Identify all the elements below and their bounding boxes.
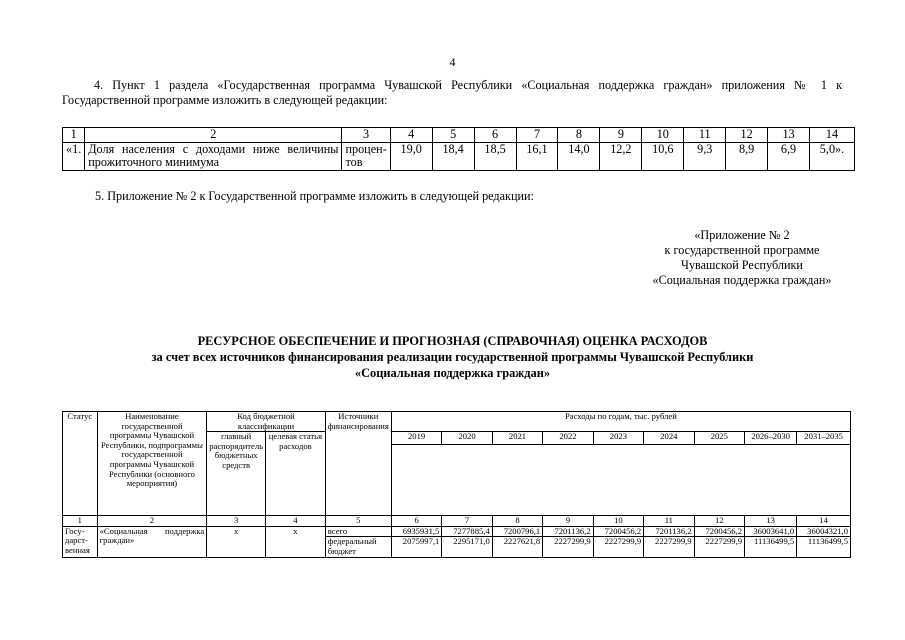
amount-cell: 2227299,9 <box>543 537 593 557</box>
column-number: 13 <box>745 516 797 527</box>
code-main-cell: x <box>207 526 266 557</box>
table-header-cell: 10 <box>642 128 684 143</box>
header-year: 2022 <box>543 432 593 445</box>
appendix-line: к государственной программе <box>664 243 820 257</box>
table-header-cell: 7 <box>516 128 558 143</box>
status-cell: Госу-дарст-венная <box>63 526 98 557</box>
amount-cell: 7277885,4 <box>442 526 492 537</box>
header-year: 2023 <box>593 432 643 445</box>
header-year: 2019 <box>391 432 441 445</box>
title-line-2: за счет всех источников финансирования реализации государственной программы Чувашской Республики <box>151 350 754 364</box>
amount-cell: 36003641,0 <box>745 526 797 537</box>
header-year: 2021 <box>492 432 542 445</box>
amount-cell: 2227621,8 <box>492 537 542 557</box>
header-year: 2026–2030 <box>745 432 797 445</box>
column-number: 6 <box>391 516 441 527</box>
amount-cell: 2075997,1 <box>391 537 441 557</box>
table-header-cell: 14 <box>809 128 854 143</box>
indicator-value: 12,2 <box>600 142 642 170</box>
amount-cell: 36004321,0 <box>797 526 851 537</box>
table-row <box>63 142 855 170</box>
table-header-row <box>63 412 851 432</box>
indicator-value: 9,3 <box>684 142 726 170</box>
header-year: 2024 <box>644 432 694 445</box>
paragraph-5: 5. Приложение № 2 к Государственной программе изложить в следующей редакции: <box>95 189 534 203</box>
column-number: 14 <box>797 516 851 527</box>
column-number: 8 <box>492 516 542 527</box>
appendix-line: Чувашской Республики <box>681 258 803 272</box>
header-sources: Источники финансирования <box>325 412 391 516</box>
table-header-cell: 13 <box>768 128 810 143</box>
table-header-cell: 3 <box>342 128 390 143</box>
amount-cell: 2227299,9 <box>644 537 694 557</box>
table-row <box>63 526 851 537</box>
table-header-row <box>63 128 855 143</box>
indicator-value: 5,0». <box>809 142 854 170</box>
code-target-cell: x <box>266 526 326 557</box>
amount-cell: 7200456,2 <box>593 526 643 537</box>
amount-cell: 6935931,5 <box>391 526 441 537</box>
table-header-cell: 6 <box>474 128 516 143</box>
program-cell: «Социальная поддержка граждан» <box>97 526 207 557</box>
column-number: 7 <box>442 516 492 527</box>
row-number: «1. <box>63 142 85 170</box>
column-number: 3 <box>207 516 266 527</box>
indicator-value: 19,0 <box>390 142 432 170</box>
amount-cell: 7200796,1 <box>492 526 542 537</box>
table-header-cell: 5 <box>432 128 474 143</box>
indicator-value: 18,5 <box>474 142 516 170</box>
indicator-name: Доля населения с доходами ниже величины прожиточного минимума <box>85 142 342 170</box>
indicator-table <box>62 127 855 171</box>
header-expenses: Расходы по годам, тыс. рублей <box>391 412 850 432</box>
column-number: 12 <box>694 516 744 527</box>
amount-cell: 2227299,9 <box>694 537 744 557</box>
column-number: 5 <box>325 516 391 527</box>
amount-cell: 7201136,2 <box>644 526 694 537</box>
header-year: 2025 <box>694 432 744 445</box>
indicator-value: 16,1 <box>516 142 558 170</box>
table-header-cell: 8 <box>558 128 600 143</box>
title-line-3: «Социальная поддержка граждан» <box>354 366 551 380</box>
source-cell: всего <box>325 526 391 537</box>
amount-cell: 11136499,5 <box>745 537 797 557</box>
appendix-line: «Приложение № 2 <box>694 228 790 242</box>
column-number: 1 <box>63 516 98 527</box>
indicator-value: 14,0 <box>558 142 600 170</box>
indicator-value: 8,9 <box>726 142 768 170</box>
indicator-value: 6,9 <box>768 142 810 170</box>
column-number: 2 <box>97 516 207 527</box>
table-header-cell: 2 <box>85 128 342 143</box>
table-header-cell: 4 <box>390 128 432 143</box>
table-header-cell: 12 <box>726 128 768 143</box>
column-number: 10 <box>593 516 643 527</box>
column-number: 11 <box>644 516 694 527</box>
amount-cell: 2227299,9 <box>593 537 643 557</box>
amount-cell: 11136499,5 <box>797 537 851 557</box>
source-cell: федеральный бюджет <box>325 537 391 557</box>
column-number-row <box>63 516 851 527</box>
amount-cell: 2295171,0 <box>442 537 492 557</box>
appendix-heading <box>632 228 852 288</box>
header-name: Наименование государственной программы Чувашской Республики, подпрограммы государственной программы Чувашской Республики (основного мероприятия) <box>97 412 207 516</box>
header-year-spacer <box>391 445 850 516</box>
amount-cell: 7201136,2 <box>543 526 593 537</box>
header-status: Статус <box>63 412 98 516</box>
table-header-cell: 9 <box>600 128 642 143</box>
indicator-value: 10,6 <box>642 142 684 170</box>
table-header-cell: 11 <box>684 128 726 143</box>
header-year: 2020 <box>442 432 492 445</box>
amount-cell: 7200456,2 <box>694 526 744 537</box>
paragraph-4: 4. Пункт 1 раздела «Государственная программа Чувашской Республики «Социальная поддержка граждан» приложения № 1 к Государственной программе изложить в следующей редакции: <box>62 78 842 107</box>
column-number: 4 <box>266 516 326 527</box>
page-number: 4 <box>449 55 456 69</box>
header-code-target: целевая статья расходов <box>266 432 326 516</box>
indicator-unit: процен-тов <box>342 142 390 170</box>
resource-table <box>62 411 851 558</box>
appendix-line: «Социальная поддержка граждан» <box>652 273 832 287</box>
header-code: Код бюджетной классификации <box>207 412 326 432</box>
indicator-value: 18,4 <box>432 142 474 170</box>
header-code-main: главный распорядитель бюджетных средств <box>207 432 266 516</box>
table-header-cell: 1 <box>63 128 85 143</box>
title-line-1: РЕСУРСНОЕ ОБЕСПЕЧЕНИЕ И ПРОГНОЗНАЯ (СПРАВОЧНАЯ) ОЦЕНКА РАСХОДОВ <box>197 334 708 348</box>
column-number: 9 <box>543 516 593 527</box>
header-year: 2031–2035 <box>797 432 851 445</box>
